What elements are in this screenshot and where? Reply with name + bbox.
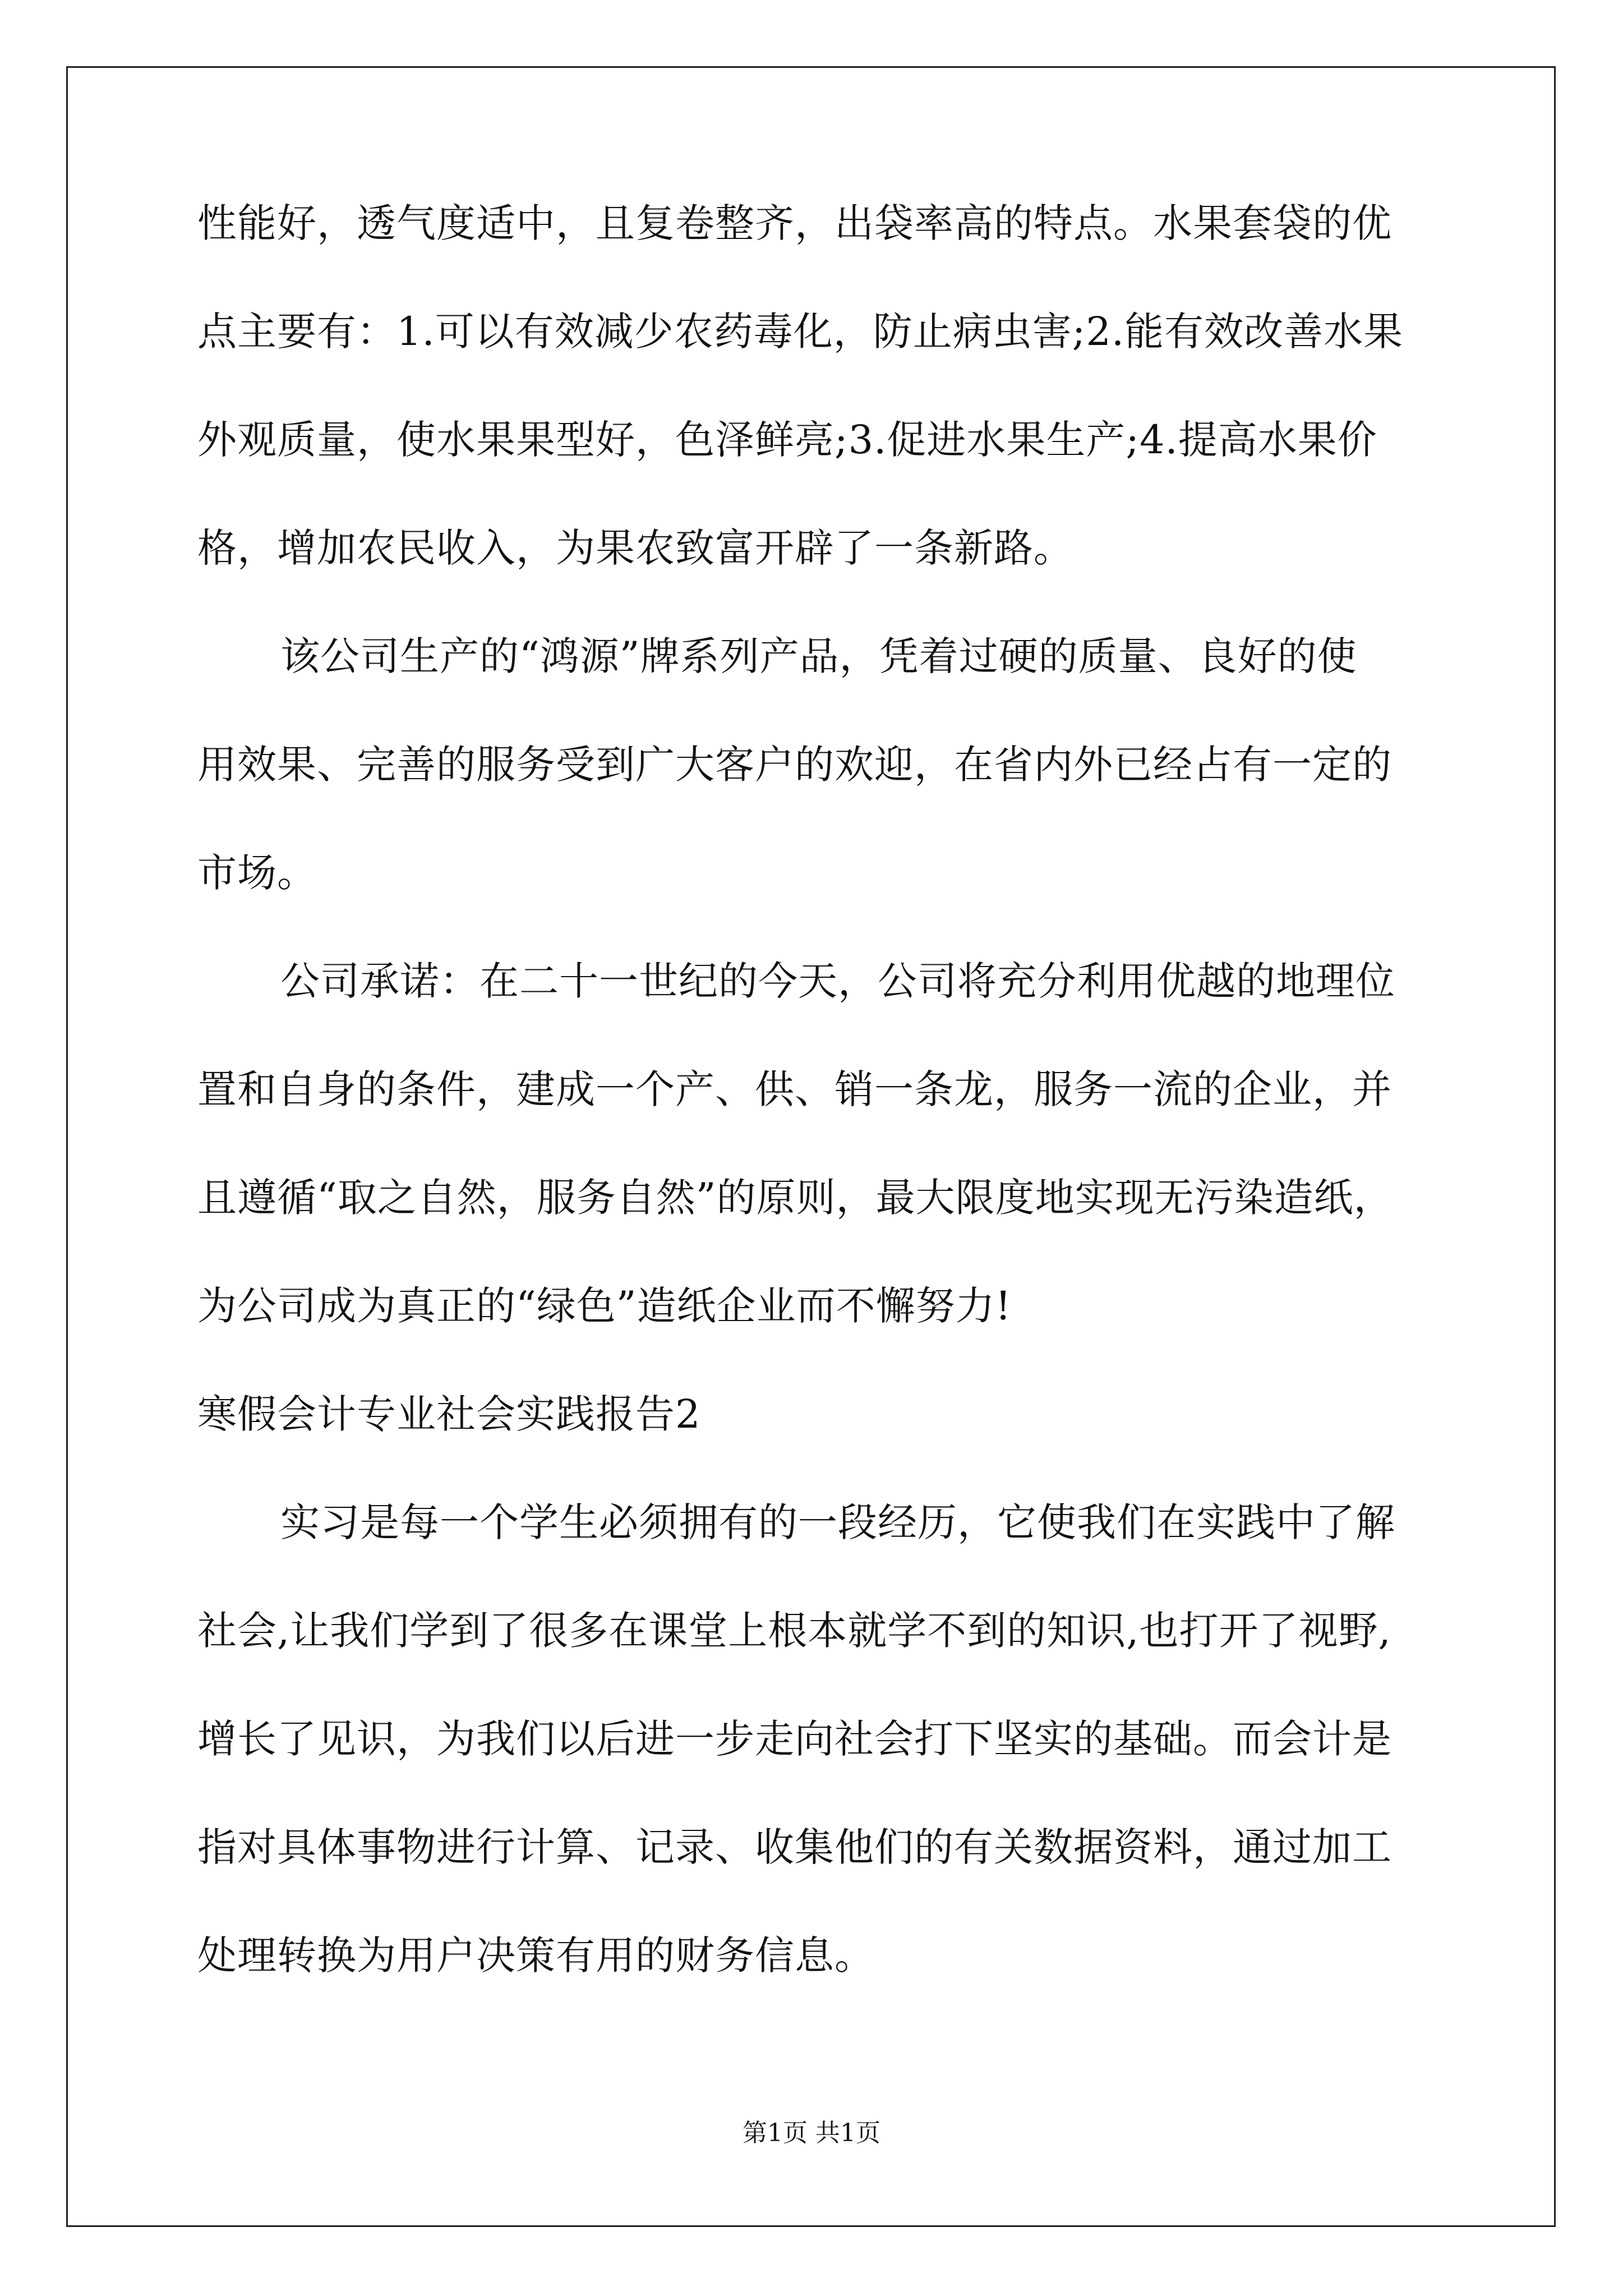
text-line: 用效果、完善的服务受到广大客户的欢迎，在省内外已经占有一定的 (197, 742, 1392, 788)
paragraph-1 (197, 196, 1420, 575)
text-line: 为公司成为真正的“绿色”造纸企业而不懈努力! (197, 1283, 1012, 1329)
text-line: 社会,让我们学到了很多在课堂上根本就学不到的知识,也打开了视野, (197, 1608, 1391, 1654)
text-line: 点主要有：1.可以有效减少农药毒化，防止病虫害;2.能有效改善水果 (197, 309, 1404, 355)
text-line: 外观质量，使水果果型好，色泽鲜亮;3.促进水果生产;4.提高水果价 (197, 417, 1377, 463)
text-line: 且遵循“取之自然，服务自然”的原则，最大限度地实现无污染造纸， (197, 1175, 1394, 1221)
section-heading: 寒假会计专业社会实践报告2 (197, 1391, 701, 1437)
page-footer: 第1页 共1页 (743, 2119, 880, 2147)
text-line: 增长了见识，为我们以后进一步走向社会打下坚实的基础。而会计是 (197, 1716, 1392, 1762)
text-line: 指对具体事物进行计算、记录、收集他们的有关数据资料，通过加工 (197, 1824, 1392, 1870)
text-line: 格，增加农民收入，为果农致富开辟了一条新路。 (197, 525, 1073, 571)
paragraph-4 (197, 1496, 1420, 1982)
text-line: 公司承诺：在二十一世纪的今天，公司将充分利用优越的地理位 (280, 958, 1395, 1004)
document-body (197, 196, 1420, 2037)
text-line: 该公司生产的“鸿源”牌系列产品，凭着过硬的质量、良好的使 (280, 633, 1357, 679)
text-line: 性能好，透气度适中，且复卷整齐，出袋率高的特点。水果套袋的优 (197, 200, 1392, 246)
text-line: 处理转换为用户决策有用的财务信息。 (197, 1932, 874, 1978)
paragraph-3 (197, 954, 1420, 1333)
text-line: 市场。 (197, 850, 317, 896)
text-line: 置和自身的条件，建成一个产、供、销一条龙，服务一流的企业，并 (197, 1066, 1392, 1112)
paragraph-2 (197, 629, 1420, 900)
text-line: 实习是每一个学生必须拥有的一段经历，它使我们在实践中了解 (280, 1499, 1395, 1545)
